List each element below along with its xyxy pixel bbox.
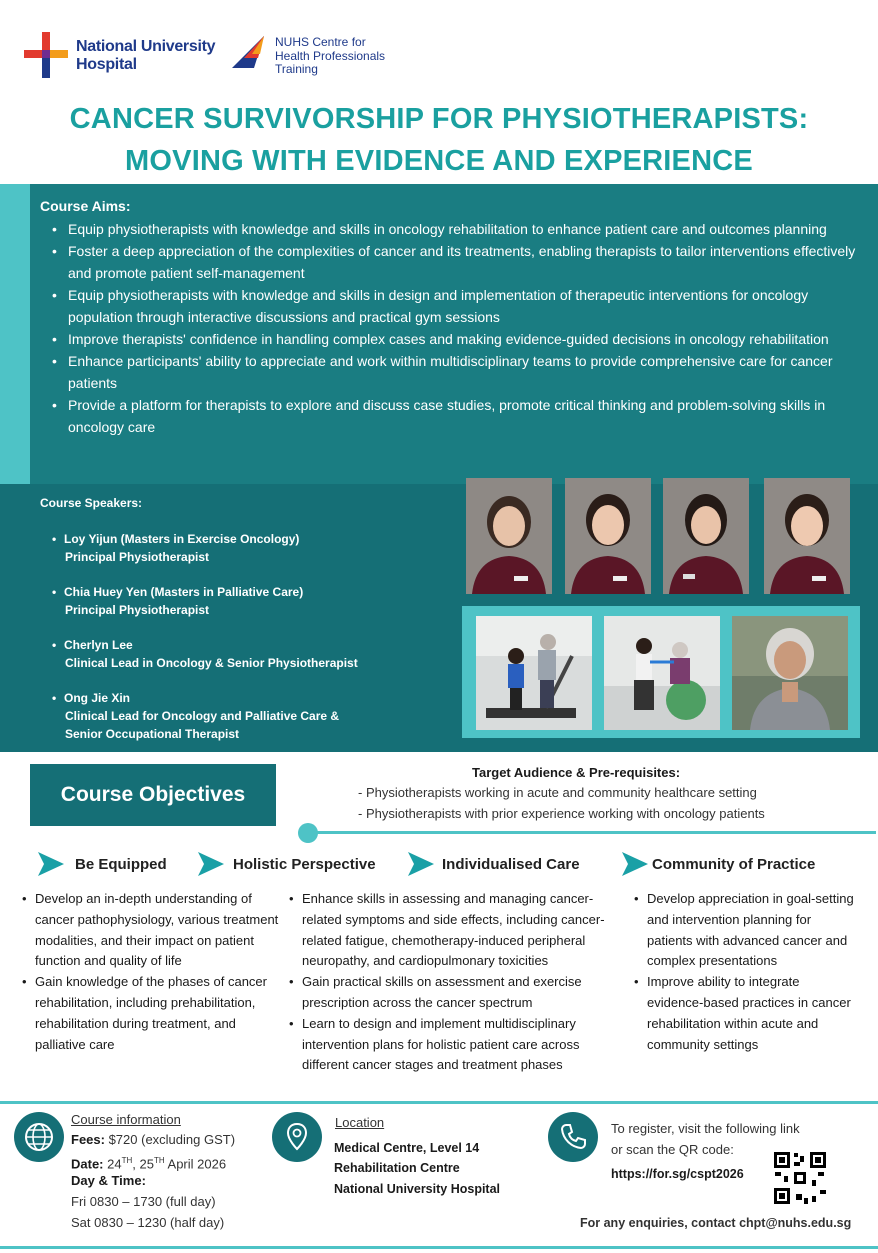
list-item: • Foster a deep appreciation of the complexities of cancer and its treatments, enabling therapists to tailor interventions effectively and promote patient self-management xyxy=(52,240,867,284)
saturday-schedule: Sat 0830 – 1230 (half day) xyxy=(71,1215,225,1230)
timeline-dot xyxy=(298,823,318,843)
speaker-role: Clinical Lead for Oncology and Palliative Care & xyxy=(65,709,340,723)
speaker-name: • Ong Jie Xin xyxy=(52,689,339,707)
speaker-entry xyxy=(52,636,358,672)
course-info-label: Course information xyxy=(71,1112,181,1127)
location-line: National University Hospital xyxy=(334,1182,501,1196)
divider xyxy=(0,1246,878,1249)
speaker-portrait xyxy=(663,478,749,594)
register-text: To register, visit the following link xyxy=(611,1121,800,1136)
exercise-ball-photo xyxy=(604,616,720,730)
speaker-portrait xyxy=(466,478,552,594)
chpt-logo-icon xyxy=(230,32,270,72)
chpt-name: NUHS Centre for Health Professionals Training xyxy=(275,35,386,76)
date-line: Date: 24TH, 25TH April 2026 xyxy=(71,1156,227,1172)
timeline-line xyxy=(316,831,876,834)
speaker-role: Principal Physiotherapist xyxy=(65,550,210,564)
chevron-right-icon xyxy=(38,852,64,876)
list-item: • Equip physiotherapists with knowledge and skills in design and implementation of therapeutic interventions for oncology population through interactive discussions and practical gym sessions xyxy=(52,284,867,328)
audience-item: - Physiotherapists working in acute and community healthcare setting xyxy=(358,785,757,800)
list-item: • Improve therapists' confidence in handling complex cases and making evidence-guided decisions in oncology rehabilitation xyxy=(52,328,867,350)
chevron-right-icon xyxy=(408,852,434,876)
list-item: • Gain knowledge of the phases of cancer rehabilitation, including prehabilitation, rehabilitation during treatment, and palliative care xyxy=(22,972,280,1055)
list-item: • Gain practical skills on assessment and exercise prescription across the cancer spectrum xyxy=(289,972,621,1014)
objective-heading: Community of Practice xyxy=(652,856,816,873)
speakers-heading: Course Speakers: xyxy=(40,496,143,510)
speaker-name: • Cherlyn Lee xyxy=(52,636,358,654)
list-item: • Provide a platform for therapists to explore and discuss case studies, promote critical thinking and problem-solving skills in oncology care xyxy=(52,394,867,438)
location-pin-icon xyxy=(272,1112,322,1162)
phone-icon xyxy=(548,1112,598,1162)
register-link[interactable]: https://for.sg/cspt2026 xyxy=(611,1167,744,1181)
aims-heading: Course Aims: xyxy=(40,198,131,214)
speaker-role: Clinical Lead in Oncology & Senior Physiotherapist xyxy=(65,656,358,670)
speaker-portrait xyxy=(764,478,850,594)
location-line: Medical Centre, Level 14 xyxy=(334,1141,480,1155)
enquiry-text: For any enquiries, contact chpt@nuhs.edu.sg xyxy=(580,1216,852,1230)
fees-line: Fees: $720 (excluding GST) xyxy=(71,1132,236,1147)
nuh-logo-icon xyxy=(20,30,80,82)
audience-item: - Physiotherapists with prior experience working with oncology patients xyxy=(358,806,765,821)
speaker-role: Principal Physiotherapist xyxy=(65,603,210,617)
header-logos xyxy=(20,30,440,82)
list-item: • Enhance skills in assessing and managing cancer-related symptoms and side effects, including cancer-related fatigue, chemotherapy-induced peripheral neuropathy, and cardiopulmonary toxicities xyxy=(289,889,621,972)
objective-heading: Holistic Perspective xyxy=(233,856,376,873)
objective-list xyxy=(289,889,621,1076)
nuh-name: National University Hospital xyxy=(76,38,216,73)
register-text: or scan the QR code: xyxy=(611,1142,734,1157)
list-item: • Improve ability to integrate evidence-based practices in cancer rehabilitation within acute and community settings xyxy=(634,972,856,1055)
objective-list xyxy=(634,889,856,1055)
speaker-entry xyxy=(52,689,339,743)
speaker-role: Senior Occupational Therapist xyxy=(65,727,240,741)
chevron-right-icon xyxy=(198,852,224,876)
speaker-portrait xyxy=(565,478,651,594)
list-item: • Learn to design and implement multidisciplinary intervention plans for holistic patient care across different cancer stages and treatment phases xyxy=(289,1014,621,1076)
objective-heading: Be Equipped xyxy=(75,856,167,873)
course-objectives-box: Course Objectives xyxy=(30,764,276,826)
location-label: Location xyxy=(335,1115,385,1130)
speaker-name: • Loy Yijun (Masters in Exercise Oncology) xyxy=(52,530,299,548)
objective-list xyxy=(22,889,280,1055)
globe-icon xyxy=(14,1112,64,1162)
smiling-woman-photo xyxy=(732,616,848,730)
treadmill-photo xyxy=(476,616,592,730)
speaker-entry xyxy=(52,583,303,619)
speaker-name: • Chia Huey Yen (Masters in Palliative Care) xyxy=(52,583,303,601)
speaker-entry xyxy=(52,530,299,566)
aims-list xyxy=(52,218,867,438)
location-line: Rehabilitation Centre xyxy=(334,1161,460,1175)
list-item: • Equip physiotherapists with knowledge and skills in oncology rehabilitation to enhance patient care and outcomes planning xyxy=(52,218,867,240)
qr-code-icon[interactable] xyxy=(772,1150,828,1206)
aims-accent-bar xyxy=(0,184,30,484)
objective-heading: Individualised Care xyxy=(442,856,580,873)
page-title: CANCER SURVIVORSHIP FOR PHYSIOTHERAPISTS: MOVING WITH EVIDENCE AND EXPERIENCE xyxy=(69,103,809,177)
divider xyxy=(0,1101,878,1104)
daytime-label: Day & Time: xyxy=(71,1173,146,1188)
chevron-right-icon xyxy=(622,852,648,876)
friday-schedule: Fri 0830 – 1730 (full day) xyxy=(71,1194,216,1209)
target-audience-heading: Target Audience & Pre-requisites: xyxy=(472,765,681,780)
list-item: • Develop an in-depth understanding of cancer pathophysiology, various treatment modalities, and their impact on patient function and quality of life xyxy=(22,889,280,972)
list-item: • Develop appreciation in goal-setting and intervention planning for patients with advanced cancer and complex presentations xyxy=(634,889,856,972)
list-item: • Enhance participants' ability to appreciate and work within multidisciplinary teams to provide comprehensive care for cancer patients xyxy=(52,350,867,394)
